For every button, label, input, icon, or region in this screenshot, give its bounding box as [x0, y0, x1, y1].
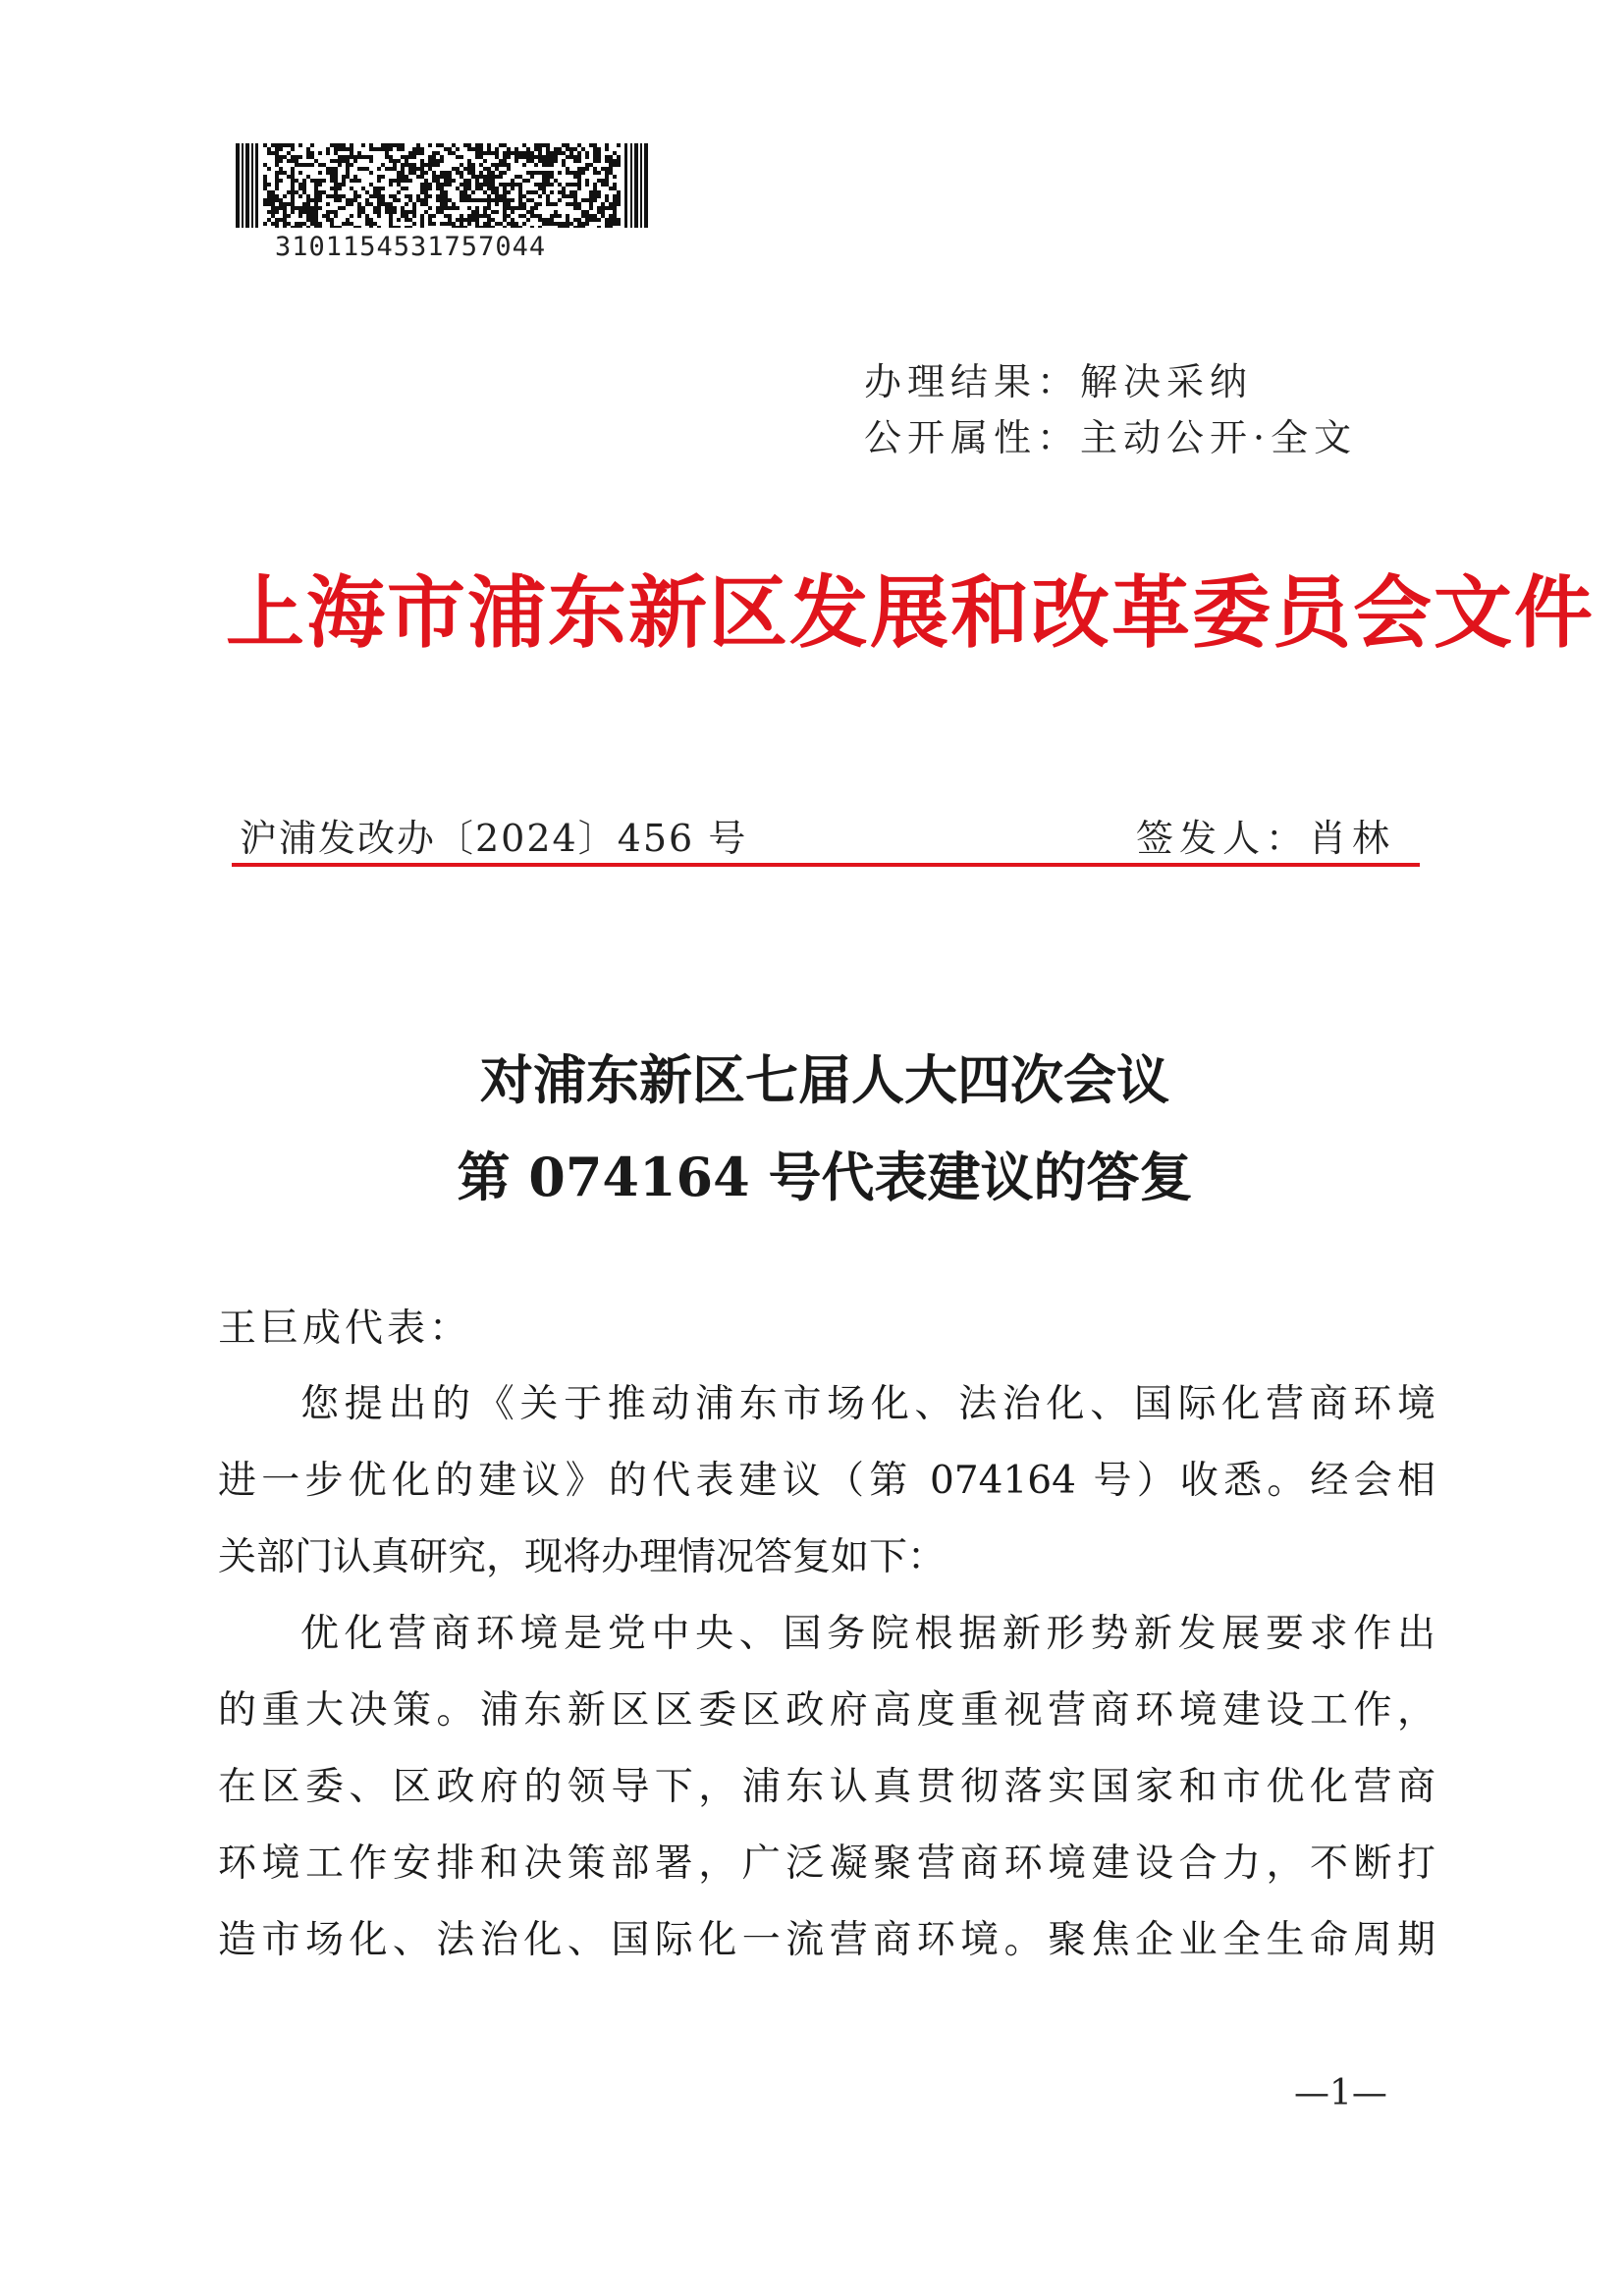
signer: 签发人：肖林: [1135, 817, 1395, 860]
handling-result: 办理结果：解决采纳: [864, 360, 1254, 403]
body-paragraph: [218, 1596, 1435, 1979]
paragraph-line: 在区委、区政府的领导下，浦东认真贯彻落实国家和市优化营商: [218, 1765, 1435, 1809]
page-number: —1—: [1294, 2073, 1387, 2113]
paragraph-line: 环境工作安排和决策部署，广泛凝聚营商环境建设合力，不断打: [218, 1842, 1435, 1886]
paragraph-line: 关部门认真研究，现将办理情况答复如下：: [218, 1535, 947, 1579]
body-paragraph: [218, 1366, 1435, 1596]
paragraph-line: 优化营商环境是党中央、国务院根据新形势新发展要求作出: [300, 1612, 1435, 1656]
barcode-number: 3101154531757044: [275, 232, 547, 262]
barcode: [236, 143, 648, 228]
paragraph-line: 您提出的《关于推动浦东市场化、法治化、国际化营商环境: [300, 1382, 1435, 1426]
document-title-line-1: 对浦东新区七届人大四次会议: [480, 1048, 1169, 1111]
publicity-attribute: 公开属性：主动公开·全文: [864, 416, 1358, 459]
document-title-line-2: 第 074164 号代表建议的答复: [457, 1146, 1193, 1208]
document-number-row: [236, 808, 1419, 860]
salutation: 王巨成代表：: [218, 1307, 472, 1351]
paragraph-line: 的重大决策。浦东新区区委区政府高度重视营商环境建设工作，: [218, 1688, 1435, 1733]
paragraph-line: 造市场化、法治化、国际化一流营商环境。聚焦企业全生命周期: [218, 1918, 1435, 1962]
masthead-title: 上海市浦东新区发展和改革委员会文件: [226, 566, 1595, 659]
document-number: 沪浦发改办〔2024〕456 号: [240, 817, 748, 860]
paragraph-line: 进一步优化的建议》的代表建议（第 074164 号）收悉。经会相: [218, 1459, 1435, 1503]
red-separator-line: [232, 863, 1420, 867]
